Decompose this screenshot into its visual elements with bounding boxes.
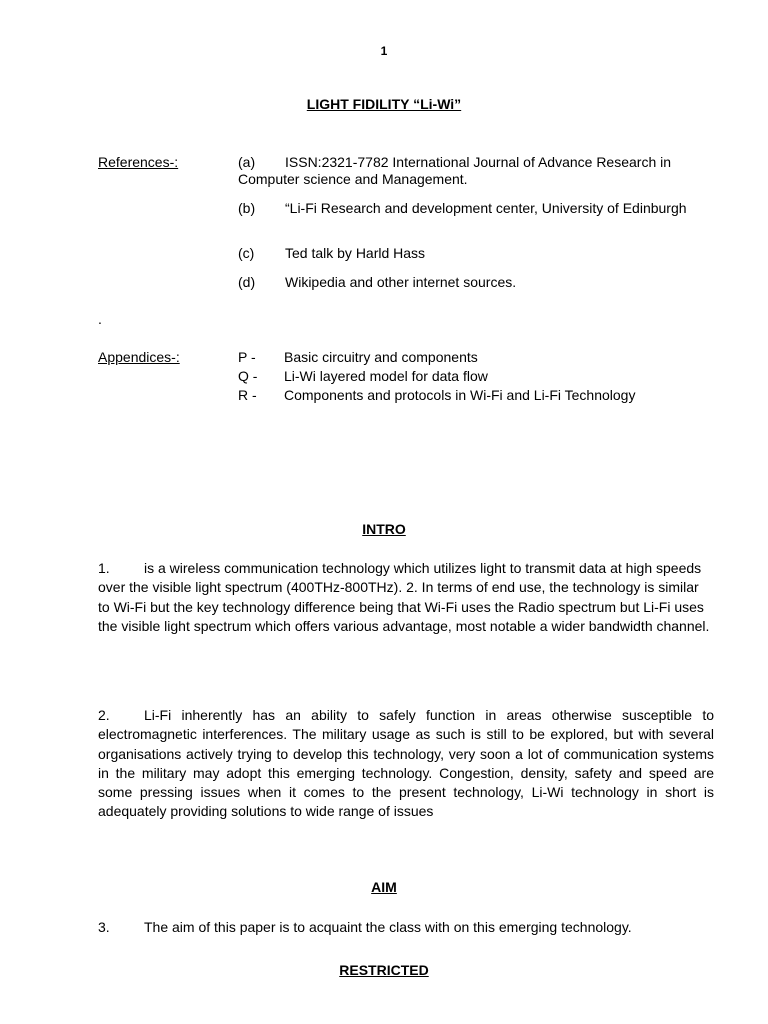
reference-item-d: (d) Wikipedia and other internet sources.	[238, 274, 517, 290]
references-label: References-:	[98, 154, 179, 170]
appendix-text-r: Components and protocols in Wi-Fi and Li-Fi Technology	[284, 387, 636, 403]
restricted-footer: RESTRICTED	[339, 962, 429, 978]
appendix-text-p: Basic circuitry and components	[284, 349, 478, 365]
reference-item-c: (c) Ted talk by Harld Hass	[238, 245, 426, 261]
intro-paragraph-1: 1. is a wireless communication technology which utilizes light to transmit data at high speeds over the visible light spectrum (400THz-800THz). 2. In terms of end use, the technology is similar to Wi-Fi but the key technology difference being that Wi-Fi uses the Radio spectrum but Li-Fi uses the visible light spectrum which offers various advantage, most notable a wider bandwidth channel.	[98, 560, 710, 634]
intro-paragraph-2: 2. Li-Fi inherently has an ability to safely function in areas otherwise susceptible to electromagnetic interferences. The military usage as such is still to be explored, but with several organisations actively trying to develop this technology, very soon a lot of communication systems in the military may adopt this emerging technology. Congestion, density, safety and speed are some pressing issues when it comes to the present technology, Li-Wi technology in short is adequately providing solutions to wide range of issues	[98, 707, 714, 820]
appendix-marker-q: Q -	[238, 368, 258, 384]
appendix-marker-r: R -	[238, 387, 257, 403]
reference-item-a: (a) ISSN:2321-7782 International Journal of Advance Research in Computer science and Management.	[238, 154, 672, 187]
appendix-marker-p: P -	[238, 349, 256, 365]
stray-dot: .	[98, 311, 102, 327]
document-title: LIGHT FIDILITY “Li-Wi”	[306, 96, 462, 112]
appendix-text-q: Li-Wi layered model for data flow	[284, 368, 488, 384]
intro-heading: INTRO	[362, 521, 406, 537]
aim-heading: AIM	[371, 879, 397, 895]
aim-paragraph-3: 3. The aim of this paper is to acquaint the class with on this emerging technology.	[98, 919, 632, 935]
reference-item-b: (b) “Li-Fi Research and development center, University of Edinburgh	[238, 200, 687, 216]
appendices-label: Appendices-:	[98, 349, 180, 365]
page-number: 1	[380, 44, 388, 58]
